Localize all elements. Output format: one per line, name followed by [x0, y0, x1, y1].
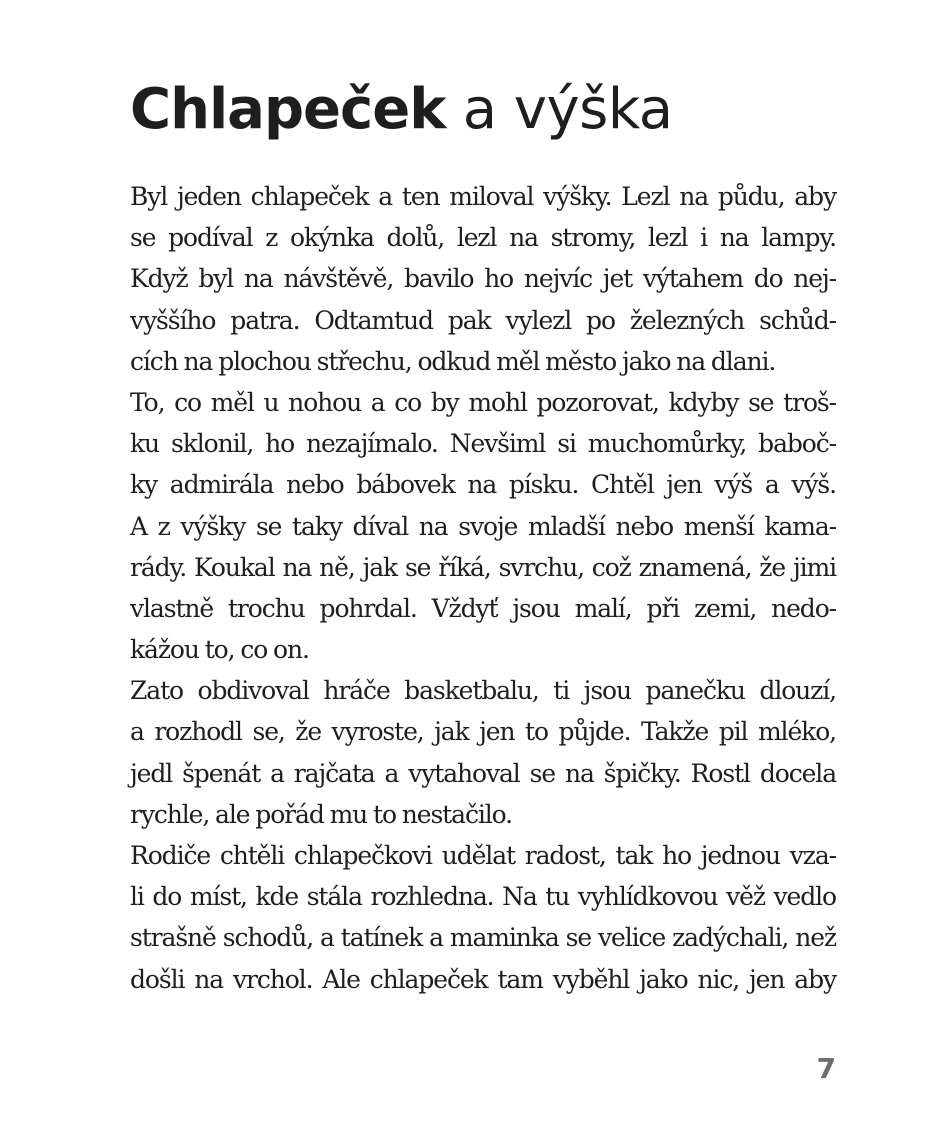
text-line: se podíval z okýnka dolů, lezl na stromy, lezl i na lampy.: [130, 223, 836, 253]
text-line: li do míst, kde stála rozhledna. Na tu vyhlídkovou věž vedlo: [130, 882, 836, 912]
text-line: rády. Koukal na ně, jak se říká, svrchu, což znamená, že jimi: [130, 552, 836, 582]
text-line: kážou to, co on.: [130, 635, 309, 665]
text-line: Rodiče chtěli chlapečkovi udělat radost, tak ho jednou vza-: [130, 841, 836, 870]
text-line: jedl špenát a rajčata a vytahoval se na špičky. Rostl docela: [130, 758, 836, 788]
page-number: 7: [816, 1052, 836, 1085]
text-line: ky admirála nebo bábovek na písku. Chtěl jen výš a výš.: [130, 470, 836, 500]
chapter-title: [130, 74, 673, 146]
text-line: Když byl na návštěvě, bavilo ho nejvíc jet výtahem do nej-: [130, 264, 836, 294]
text-line: To, co měl u nohou a co by mohl pozorovat, kdyby se troš-: [130, 387, 836, 417]
chapter-title-bold: Chlapeček: [130, 77, 446, 142]
text-line: cích na plochou střechu, odkud měl město jako na dlani.: [130, 346, 776, 376]
body-text: [130, 176, 836, 1000]
text-line: A z výšky se taky díval na svoje mladší nebo menší kama-: [130, 511, 836, 541]
chapter-title-rest: a výška: [445, 77, 673, 142]
text-line: Zato obdivoval hráče basketbalu, ti jsou panečku dlouzí,: [130, 676, 836, 706]
text-line: rychle, ale pořád mu to nestačilo.: [130, 799, 512, 829]
text-line: Byl jeden chlapeček a ten miloval výšky. Lezl na půdu, aby: [130, 182, 836, 211]
text-line: vyššího patra. Odtamtud pak vylezl po železných schůd-: [130, 305, 836, 335]
text-line: strašně schodů, a tatínek a maminka se velice zadýchali, než: [130, 923, 836, 953]
text-line: a rozhodl se, že vyroste, jak jen to půjde. Takže pil mléko,: [130, 717, 836, 747]
text-line: ku sklonil, ho nezajímalo. Nevšiml si muchomůrky, baboč-: [130, 429, 836, 459]
text-line: vlastně trochu pohrdal. Vždyť jsou malí, při zemi, nedo-: [130, 593, 836, 623]
text-line: došli na vrchol. Ale chlapeček tam vyběhl jako nic, jen aby: [130, 964, 836, 994]
